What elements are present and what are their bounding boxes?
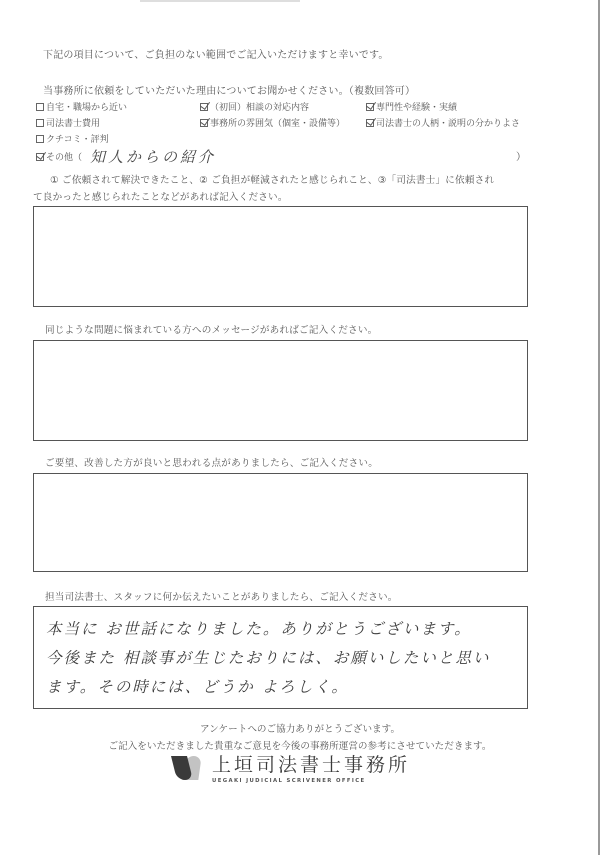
message-answer-box[interactable] — [33, 340, 528, 441]
scan-artifact — [140, 0, 300, 2]
benefits-answer-box[interactable] — [33, 206, 528, 307]
handwritten-line: 本当に お世話になりました。ありがとうございます。 — [46, 620, 472, 638]
handwritten-line: ます。その時には、どうか よろしく。 — [46, 678, 349, 696]
office-name: 上垣司法書士事務所 — [212, 754, 411, 776]
benefits-prompt-line1: ① ご依頼されて解決できたこと、② ご負担が軽減されたと感じられこと、③「司法書士」に依頼され — [50, 175, 495, 186]
other-close-paren: ） — [516, 152, 526, 163]
staff-prompt: 担当司法書士、スタッフに何か伝えたいことがありましたら、ご記入ください。 — [45, 592, 398, 603]
checkbox-icon[interactable] — [36, 119, 44, 127]
message-prompt: 同じような問題に悩まれている方へのメッセージがあればご記入ください。 — [45, 325, 378, 336]
office-logo — [172, 754, 410, 784]
option-other[interactable]: その他（ 知人からの紹介 — [36, 146, 216, 167]
option-near-home[interactable]: 自宅・職場から近い — [36, 100, 127, 113]
checkbox-icon[interactable] — [36, 103, 44, 111]
option-fees[interactable]: 司法書士費用 — [36, 116, 100, 129]
option-first-consultation[interactable]: （初回）相談の対応内容 — [200, 100, 309, 113]
improvement-answer-box[interactable] — [33, 473, 528, 572]
option-expertise[interactable]: 専門性や経験・実績 — [366, 100, 457, 113]
option-reviews[interactable]: クチコミ・評判 — [36, 132, 109, 145]
checked-checkbox-icon[interactable] — [366, 103, 374, 111]
checked-checkbox-icon[interactable] — [36, 153, 44, 161]
benefits-prompt-line2: て良かったと感じられたことなどがあれば記入ください。 — [33, 192, 288, 203]
thanks-text: アンケートへのご協力ありがとうございます。 — [199, 724, 401, 735]
staff-answer-box[interactable] — [33, 606, 528, 709]
checked-checkbox-icon[interactable] — [200, 119, 208, 127]
checked-checkbox-icon[interactable] — [200, 103, 208, 111]
office-name-en: UEGAKI JUDICIAL SCRIVENER OFFICE — [212, 778, 366, 784]
reasons-prompt: 当事務所に依頼をしていただいた理由についてお聞かせください。（複数回答可） — [43, 86, 416, 97]
checkbox-icon[interactable] — [36, 135, 44, 143]
option-atmosphere[interactable]: 事務所の雰囲気（個室・設備等） — [200, 116, 345, 129]
checked-checkbox-icon[interactable] — [366, 119, 374, 127]
logo-mark-icon — [172, 754, 202, 780]
improvement-prompt: ご要望、改善した方が良いと思われる点がありましたら、ご記入ください。 — [45, 458, 378, 469]
option-personality[interactable]: 司法書士の人柄・説明の分かりよさ — [366, 116, 520, 129]
intro-text: 下記の項目について、ご負担のない範囲でご記入いただけますと幸いです。 — [43, 50, 389, 61]
handwritten-line: 今後また 相談事が生じたおりには、お願いしたいと思い — [46, 649, 491, 667]
footer-note: ご記入をいただきました貴重なご意見を今後の事務所運営の参考にさせていただきます。 — [108, 741, 492, 752]
other-reason-input[interactable]: 知人からの紹介 — [90, 148, 217, 166]
